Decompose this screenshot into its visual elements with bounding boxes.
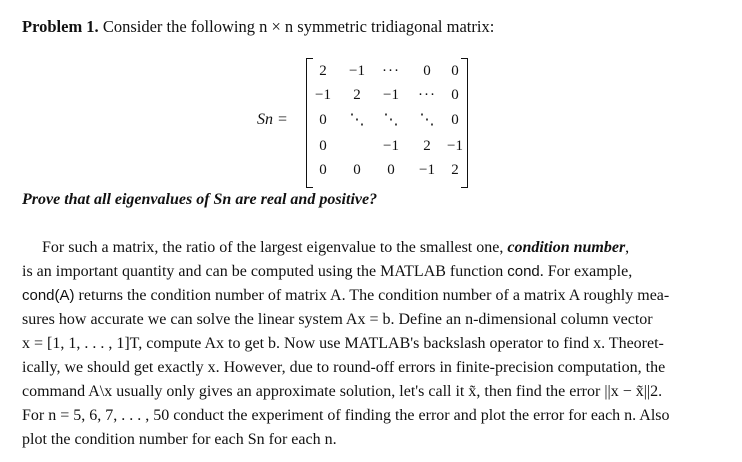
matrix-cell: ⋱ xyxy=(349,112,365,128)
matrix-cell: 2 xyxy=(353,87,361,103)
matrix-cell: ··· xyxy=(418,87,436,103)
condition-number-term: condition number xyxy=(507,239,626,256)
paragraph-line-6: ically, we should get exactly x. However, due to round-off errors in finite-precision computation, the xyxy=(22,359,666,376)
matrix-cell: ⋱ xyxy=(383,112,399,128)
matrix-cell: 0 xyxy=(451,63,459,79)
matrix-cell: 2 xyxy=(319,63,327,79)
matrix-cell: −1 xyxy=(447,138,463,154)
matrix-cell: 0 xyxy=(319,112,327,128)
matrix-cell: 0 xyxy=(423,63,431,79)
matrix-cell: −1 xyxy=(419,162,435,178)
matrix-cell: 0 xyxy=(451,112,459,128)
paragraph-line-2 xyxy=(22,262,722,282)
paragraph-text: is an important quantity and can be computed using the MATLAB function xyxy=(22,263,504,280)
matrix-cell: 0 xyxy=(319,138,327,154)
matrix-label: Sn = xyxy=(257,111,288,128)
paragraph-line-1 xyxy=(42,238,722,258)
matrix-cell: 2 xyxy=(423,138,431,154)
matrix-cell: 0 xyxy=(353,162,361,178)
matrix-cell: 0 xyxy=(451,87,459,103)
problem-title-line xyxy=(22,17,722,37)
problem-heading: Problem 1. xyxy=(22,17,99,36)
matrix-cell: 0 xyxy=(387,162,395,178)
paragraph-line-4: sures how accurate we can solve the linear system Ax = b. Define an n-dimensional column vector xyxy=(22,311,653,328)
paragraph-line-7: command A\x usually only gives an approximate solution, let's call it x̃, then find the error ||x − x̃||2. xyxy=(22,383,663,400)
matrix-cell: −1 xyxy=(383,87,399,103)
tridiagonal-matrix xyxy=(306,58,468,186)
paragraph-line-3 xyxy=(22,286,722,306)
paragraph-line-8: For n = 5, 6, 7, . . . , 50 conduct the experiment of finding the error and plot the error for each n. Also xyxy=(22,407,670,424)
matrix-cell: 2 xyxy=(451,162,459,178)
prove-statement: Prove that all eigenvalues of Sn are real and positive? xyxy=(22,191,378,208)
paragraph-text: . For example, xyxy=(539,263,633,280)
matrix-cell: ··· xyxy=(382,63,400,79)
paragraph-text: , xyxy=(625,239,630,256)
paragraph-text: For such a matrix, the ratio of the largest eigenvalue to the smallest one, xyxy=(42,239,504,256)
matrix-cell: ⋱ xyxy=(419,112,435,128)
problem-intro: Consider the following n × n symmetric tridiagonal matrix: xyxy=(102,17,495,36)
matrix-cell: −1 xyxy=(349,63,365,79)
paragraph-text: returns the condition number of matrix A. The condition number of a matrix A roughly mea- xyxy=(78,287,670,304)
matrix-cell: −1 xyxy=(383,138,399,154)
matlab-cond-function: cond xyxy=(507,263,540,280)
paragraph-line-9: plot the condition number for each Sn for each n. xyxy=(22,431,337,448)
matlab-cond-call: cond(A) xyxy=(22,287,75,304)
matrix-cell: 0 xyxy=(319,162,327,178)
paragraph-line-5: x = [1, 1, . . . , 1]T, compute Ax to get b. Now use MATLAB's backslash operator to find x. Theoret- xyxy=(22,335,664,352)
matrix-cell: −1 xyxy=(315,87,331,103)
